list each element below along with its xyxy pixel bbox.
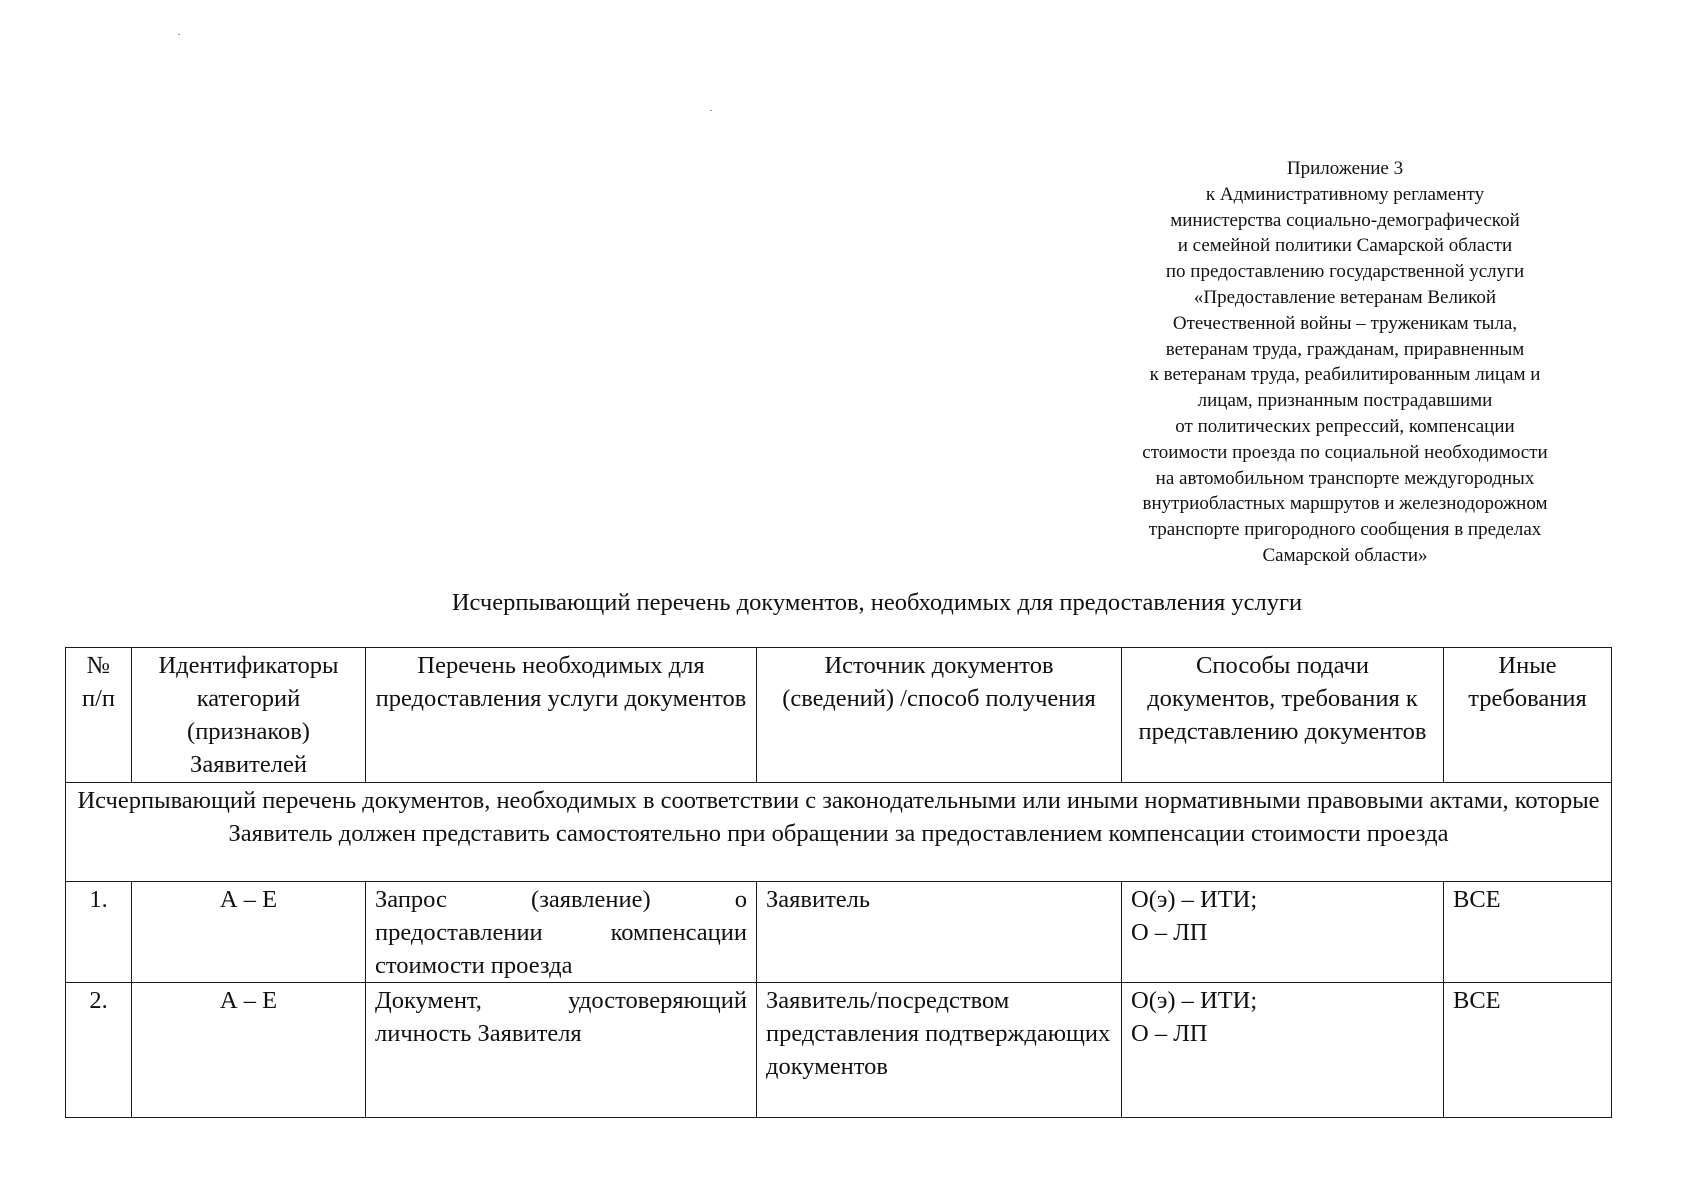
section-heading: Исчерпывающий перечень документов, необходимых в соответствии с законодательными или иными нормативными правовыми актами, которые Заявитель должен представить самостоятельно при обращении за предоставлением компенсации стоимости проезда <box>66 783 1612 882</box>
appendix-line: по предоставлению государственной услуги <box>1165 261 1525 283</box>
cell-number: 2. <box>66 983 132 1118</box>
table-header-row <box>66 648 1612 783</box>
table-row <box>66 983 1612 1118</box>
appendix-line: и семейной политики Самарской области <box>1177 235 1513 257</box>
appendix-line: Приложение 3 <box>1286 158 1404 179</box>
appendix-line: к Административному регламенту <box>1205 183 1485 205</box>
header-source: Источник документов (сведений) /способ получения <box>757 648 1122 783</box>
cell-submission-methods: О(э) – ИТИ; О – ЛП <box>1122 983 1444 1118</box>
appendix-line: стоимости проезда по социальной необходимости <box>1142 441 1548 463</box>
appendix-line: Самарской области» <box>1262 544 1428 566</box>
cell-submission-methods: О(э) – ИТИ; О – ЛП <box>1122 882 1444 983</box>
cell-other-requirements: ВСЕ <box>1444 983 1612 1118</box>
appendix-line: «Предоставление ветеранам Великой <box>1193 286 1497 308</box>
document-title: Исчерпывающий перечень документов, необходимых для предоставления услуги <box>451 589 1303 616</box>
table-row <box>66 882 1612 983</box>
documents-table <box>65 647 1612 1118</box>
cell-document: Документ, удостоверяющий личность Заявителя <box>366 983 757 1118</box>
appendix-line: от политических репрессий, компенсации <box>1175 415 1515 437</box>
header-documents-list: Перечень необходимых для предоставления услуги документов <box>366 648 757 783</box>
cell-category-ids: А – Е <box>132 983 366 1118</box>
cell-number: 1. <box>66 882 132 983</box>
header-number: № п/п <box>66 648 132 783</box>
table-section-row <box>66 783 1612 882</box>
scan-speck <box>710 110 712 111</box>
appendix-line: транспорте пригородного сообщения в пределах <box>1148 519 1542 541</box>
appendix-line: ветеранам труда, гражданам, приравненным <box>1165 338 1525 360</box>
appendix-note <box>1095 156 1595 569</box>
header-other-requirements: Иные требования <box>1444 648 1612 783</box>
appendix-line: лицам, признанным пострадавшими <box>1197 390 1493 412</box>
appendix-line: к ветеранам труда, реабилитированным лицам и <box>1149 364 1541 386</box>
header-category-ids: Идентификаторы категорий (признаков) Заявителей <box>132 648 366 783</box>
header-submission-methods: Способы подачи документов, требования к представлению документов <box>1122 648 1444 783</box>
cell-source: Заявитель/посредством представления подтверждающих документов <box>757 983 1122 1118</box>
appendix-line: министерства социально-демографической <box>1170 209 1520 231</box>
cell-document: Запрос (заявление) о предоставлении компенсации стоимости проезда <box>366 882 757 983</box>
appendix-line: внутриобластных маршрутов и железнодорожном <box>1142 493 1548 515</box>
appendix-line: на автомобильном транспорте междугородных <box>1155 467 1535 489</box>
appendix-line: Отечественной войны – труженикам тыла, <box>1172 312 1518 334</box>
cell-source: Заявитель <box>757 882 1122 983</box>
scan-speck <box>178 34 180 35</box>
cell-other-requirements: ВСЕ <box>1444 882 1612 983</box>
cell-category-ids: А – Е <box>132 882 366 983</box>
